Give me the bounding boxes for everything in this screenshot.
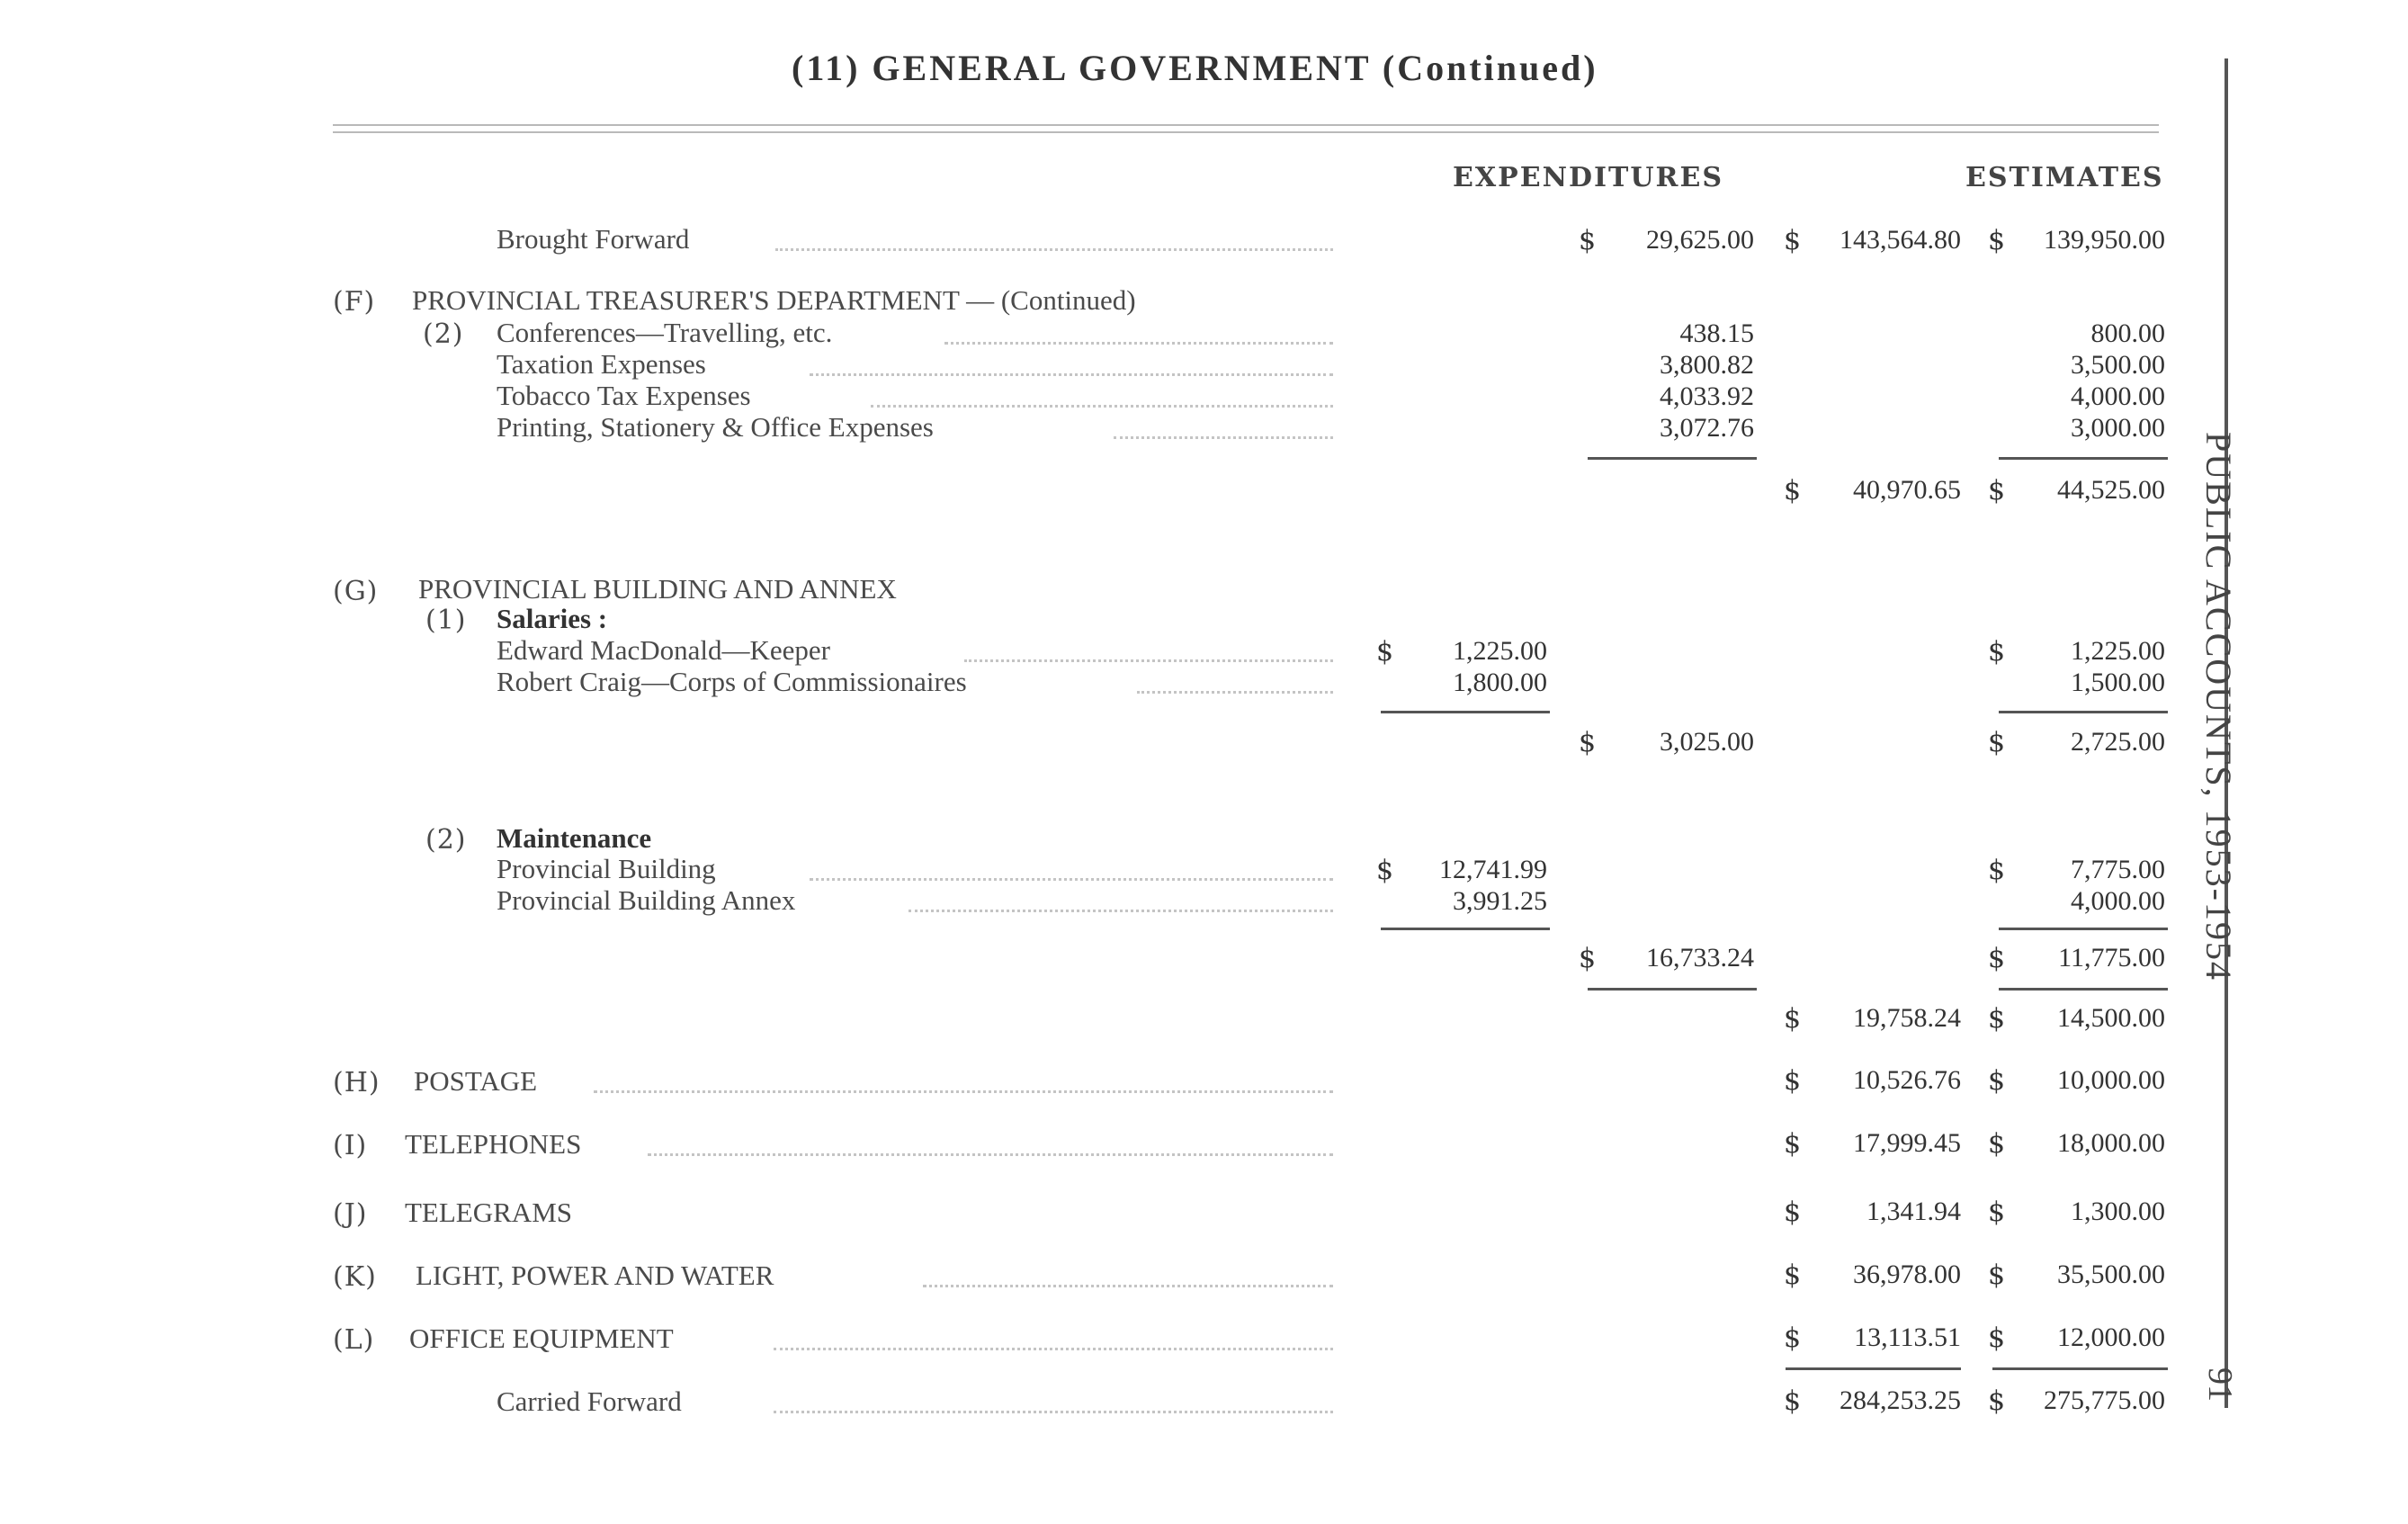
section-h-title: POSTAGE — [414, 1065, 538, 1097]
total-underline — [1992, 1367, 2168, 1370]
dollar-sign: $ — [1579, 727, 1597, 758]
subtotal-underline — [1381, 711, 1550, 713]
leader-dots — [944, 342, 1333, 345]
section-h-col3: 10,526.76 — [1853, 1065, 1961, 1095]
section-j-title: TELEGRAMS — [405, 1197, 572, 1228]
leader-dots — [810, 878, 1333, 881]
section-k-col4: 35,500.00 — [2057, 1260, 2165, 1289]
g1-item-macdonald-col4: 1,225.00 — [2071, 636, 2165, 666]
page-title: (11) GENERAL GOVERNMENT (Continued) — [792, 48, 1598, 88]
dollar-sign: $ — [1988, 855, 2006, 886]
dollar-sign: $ — [1376, 636, 1394, 668]
f-total-col3: 40,970.65 — [1853, 475, 1961, 505]
f-item-taxation-label: Taxation Expenses — [497, 348, 706, 380]
f-total-col4: 44,525.00 — [2057, 475, 2165, 505]
carried-forward-col3: 284,253.25 — [1840, 1385, 1961, 1415]
g2-item-building-col1: 12,741.99 — [1439, 855, 1547, 884]
g-total-col4: 14,500.00 — [2057, 1003, 2165, 1033]
section-letter-g: (G) — [333, 576, 379, 607]
dollar-sign: $ — [1784, 1322, 1802, 1354]
dollar-sign: $ — [1988, 1385, 2006, 1417]
section-letter-k: (K) — [333, 1261, 377, 1293]
header-rule-2 — [333, 131, 2159, 133]
dollar-sign: $ — [1784, 1197, 1802, 1228]
leader-dots — [871, 405, 1333, 408]
g2-item-annex-col4: 4,000.00 — [2071, 886, 2165, 916]
g1-item-craig-col4: 1,500.00 — [2071, 668, 2165, 697]
g1-item-craig-label: Robert Craig—Corps of Commissionaires — [497, 666, 967, 697]
subtotal-underline — [1588, 457, 1757, 460]
dollar-sign: $ — [1784, 475, 1802, 507]
dollar-sign: $ — [1579, 225, 1597, 256]
f-item-tobacco-col2: 4,033.92 — [1660, 381, 1754, 411]
g2-maintenance-title: Maintenance — [497, 822, 652, 854]
dollar-sign: $ — [1784, 225, 1802, 256]
section-i-col4: 18,000.00 — [2057, 1128, 2165, 1158]
g-total-col3: 19,758.24 — [1853, 1003, 1961, 1033]
dollar-sign: $ — [1784, 1003, 1802, 1035]
leader-dots — [775, 248, 1333, 251]
leader-dots — [1114, 436, 1333, 439]
g1-item-craig-col1: 1,800.00 — [1453, 668, 1547, 697]
section-j-col4: 1,300.00 — [2071, 1197, 2165, 1226]
f-item-tobacco-label: Tobacco Tax Expenses — [497, 380, 751, 411]
g2-item-annex-col1: 3,991.25 — [1453, 886, 1547, 916]
g1-item-macdonald-col1: 1,225.00 — [1453, 636, 1547, 666]
dollar-sign: $ — [1784, 1385, 1802, 1417]
brought-forward-col4: 139,950.00 — [2044, 225, 2165, 255]
subtotal-underline — [1999, 457, 2168, 460]
g1-total-col2: 3,025.00 — [1660, 727, 1754, 757]
leader-dots — [774, 1411, 1333, 1413]
section-letter-i: (I) — [333, 1130, 368, 1161]
dollar-sign: $ — [1784, 1260, 1802, 1291]
f-item-tobacco-col4: 4,000.00 — [2071, 381, 2165, 411]
subtotal-underline — [1999, 928, 2168, 930]
g2-item-building-col4: 7,775.00 — [2071, 855, 2165, 884]
section-letter-h: (H) — [333, 1067, 380, 1098]
leader-dots — [923, 1285, 1333, 1287]
column-header-estimates: ESTIMATES — [1965, 162, 2164, 193]
g2-item-building-label: Provincial Building — [497, 853, 716, 884]
dollar-sign: $ — [1988, 1003, 2006, 1035]
leader-dots — [909, 910, 1333, 912]
g2-total-col2: 16,733.24 — [1646, 943, 1754, 973]
section-letter-f: (F) — [333, 286, 376, 318]
item-number: (2) — [425, 824, 467, 856]
f-item-printing-col4: 3,000.00 — [2071, 413, 2165, 443]
dollar-sign: $ — [1988, 1128, 2006, 1160]
dollar-sign: $ — [1988, 1197, 2006, 1228]
brought-forward-col2: 29,625.00 — [1646, 225, 1754, 255]
subtotal-underline — [1588, 988, 1757, 991]
section-l-col3: 13,113.51 — [1854, 1322, 1961, 1352]
g1-salaries-title: Salaries : — [497, 603, 608, 634]
section-j-col3: 1,341.94 — [1866, 1197, 1961, 1226]
header-rule — [333, 124, 2159, 126]
f-item-taxation-col2: 3,800.82 — [1660, 350, 1754, 380]
running-head: PUBLIC ACCOUNTS, 1953-1954 — [2198, 432, 2239, 982]
section-i-col3: 17,999.45 — [1853, 1128, 1961, 1158]
f-item-conferences-col2: 438.15 — [1679, 318, 1754, 348]
dollar-sign: $ — [1988, 475, 2006, 507]
dollar-sign: $ — [1988, 943, 2006, 974]
dollar-sign: $ — [1376, 855, 1394, 886]
brought-forward-col3: 143,564.80 — [1840, 225, 1961, 255]
section-l-col4: 12,000.00 — [2057, 1322, 2165, 1352]
dollar-sign: $ — [1988, 1322, 2006, 1354]
dollar-sign: $ — [1988, 636, 2006, 668]
f-item-conferences-col4: 800.00 — [2090, 318, 2165, 348]
leader-dots — [594, 1090, 1333, 1093]
f-item-printing-col2: 3,072.76 — [1660, 413, 1754, 443]
total-underline — [1786, 1367, 1961, 1370]
f-item-taxation-col4: 3,500.00 — [2071, 350, 2165, 380]
leader-dots — [964, 659, 1333, 662]
subtotal-underline — [1999, 988, 2168, 991]
f-item-conferences-label: Conferences—Travelling, etc. — [497, 317, 833, 348]
item-number: (1) — [425, 605, 467, 636]
section-k-title: LIGHT, POWER AND WATER — [416, 1260, 774, 1291]
leader-dots — [810, 373, 1333, 376]
section-letter-j: (J) — [333, 1198, 368, 1230]
carried-forward-label: Carried Forward — [497, 1385, 682, 1417]
section-l-title: OFFICE EQUIPMENT — [409, 1322, 674, 1354]
section-i-title: TELEPHONES — [405, 1128, 582, 1160]
subtotal-underline — [1999, 711, 2168, 713]
dollar-sign: $ — [1988, 1065, 2006, 1097]
g2-item-annex-label: Provincial Building Annex — [497, 884, 796, 916]
leader-dots — [1137, 691, 1333, 694]
g2-total-col4: 11,775.00 — [2058, 943, 2165, 973]
leader-dots — [648, 1153, 1333, 1156]
section-k-col3: 36,978.00 — [1853, 1260, 1961, 1289]
dollar-sign: $ — [1784, 1128, 1802, 1160]
g1-item-macdonald-label: Edward MacDonald—Keeper — [497, 634, 830, 666]
leader-dots — [774, 1348, 1333, 1350]
carried-forward-col4: 275,775.00 — [2044, 1385, 2165, 1415]
dollar-sign: $ — [1988, 727, 2006, 758]
page-number: 91 — [2201, 1367, 2239, 1402]
section-f-title: PROVINCIAL TREASURER'S DEPARTMENT — (Continued) — [412, 284, 1136, 316]
column-header-expenditures: EXPENDITURES — [1453, 162, 1723, 193]
dollar-sign: $ — [1784, 1065, 1802, 1097]
g1-total-col4: 2,725.00 — [2071, 727, 2165, 757]
dollar-sign: $ — [1988, 1260, 2006, 1291]
dollar-sign: $ — [1579, 943, 1597, 974]
section-g-title: PROVINCIAL BUILDING AND ANNEX — [418, 573, 897, 605]
f-item-printing-label: Printing, Stationery & Office Expenses — [497, 411, 934, 443]
dollar-sign: $ — [1988, 225, 2006, 256]
brought-forward-label: Brought Forward — [497, 223, 690, 255]
section-letter-l: (L) — [333, 1324, 375, 1356]
subtotal-underline — [1381, 928, 1550, 930]
section-h-col4: 10,000.00 — [2057, 1065, 2165, 1095]
item-number: (2) — [423, 318, 464, 350]
